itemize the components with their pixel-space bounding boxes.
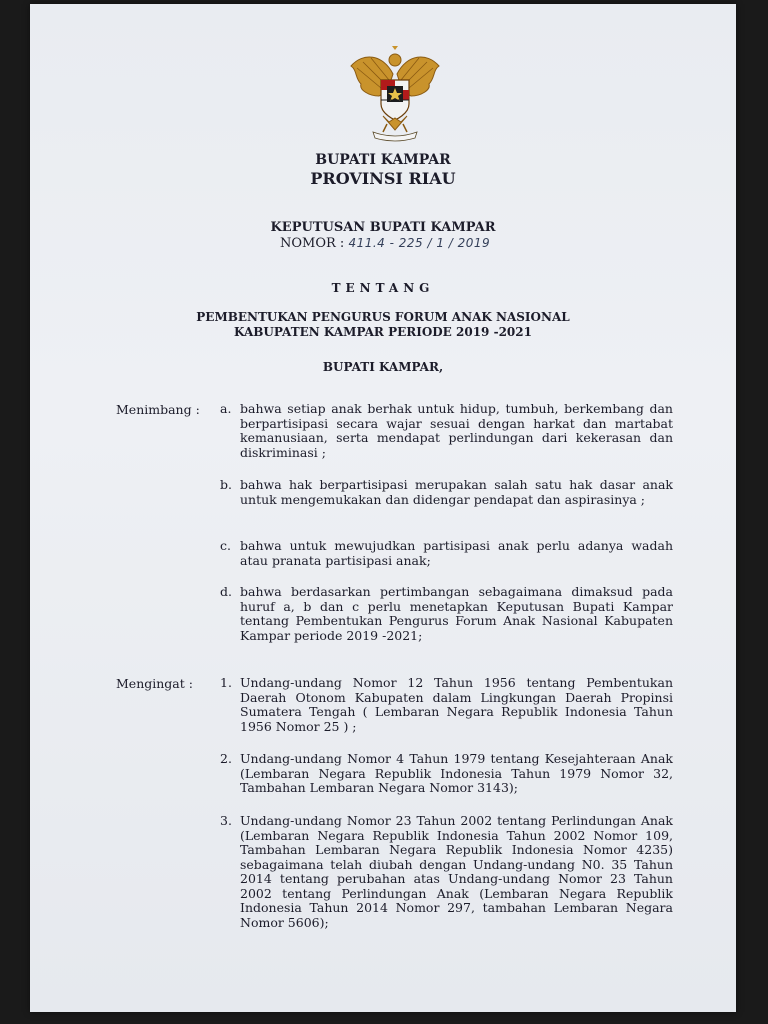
mengingat-label: Mengingat : bbox=[116, 676, 193, 691]
number-value: 411.4 - 225 / 1 / 2019 bbox=[348, 236, 491, 250]
garuda-emblem-icon bbox=[343, 44, 447, 144]
mengingat-item-1 bbox=[220, 676, 673, 734]
item-marker: b. bbox=[220, 477, 232, 492]
menimbang-item-d bbox=[220, 585, 673, 643]
item-text: bahwa berdasarkan pertimbangan sebagaimana dimaksud pada huruf a, b dan c perlu menetapkan Keputusan Bupati Kampar tentang Pembentukan Pengurus Forum Anak Nasional Kabupaten Kampar periode 2019 -2021; bbox=[240, 584, 673, 643]
item-text: Undang-undang Nomor 4 Tahun 1979 tentang Kesejahteraan Anak (Lembaran Negara Republik Indonesia Tahun 1979 Nomor 32, Tambahan Lembaran Negara Nomor 3143); bbox=[240, 751, 673, 795]
mengingat-item-3 bbox=[220, 814, 673, 930]
item-text: bahwa hak berpartisipasi merupakan salah satu hak dasar anak untuk mengemukakan dan didengar pendapat dan aspirasinya ; bbox=[240, 477, 673, 507]
item-text: Undang-undang Nomor 12 Tahun 1956 tentang Pembentukan Daerah Otonom Kabupaten dalam Lingkungan Daerah Propinsi Sumatera Tengah ( Lembaran Negara Republik Indonesia Tahun 1956 Nomor 25 ) ; bbox=[240, 675, 673, 734]
tentang-heading: TENTANG bbox=[331, 281, 435, 295]
item-marker: c. bbox=[220, 538, 231, 553]
menimbang-item-c bbox=[220, 539, 673, 568]
subject-line-2: KABUPATEN KAMPAR PERIODE 2019 -2021 bbox=[234, 325, 532, 339]
item-text: bahwa setiap anak berhak untuk hidup, tumbuh, berkembang dan berpartisipasi secara wajar sesuai dengan harkat dan martabat kemanusiaan, serta mendapat perlindungan dari kekerasan dan diskriminasi ; bbox=[240, 401, 673, 460]
menimbang-label: Menimbang : bbox=[116, 402, 200, 417]
menimbang-item-a bbox=[220, 402, 673, 460]
issuer-title: BUPATI KAMPAR, bbox=[322, 360, 444, 374]
province-title: PROVINSI RIAU bbox=[310, 169, 456, 188]
document-page bbox=[30, 4, 736, 1012]
subject-line-1: PEMBENTUKAN PENGURUS FORUM ANAK NASIONAL bbox=[196, 310, 570, 324]
item-marker: 2. bbox=[220, 751, 232, 766]
item-marker: d. bbox=[220, 584, 232, 599]
item-text: bahwa untuk mewujudkan partisipasi anak perlu adanya wadah atau pranata partisipasi anak; bbox=[240, 538, 673, 568]
office-title: BUPATI KAMPAR bbox=[315, 152, 451, 168]
mengingat-item-2 bbox=[220, 752, 673, 796]
number-label: NOMOR : bbox=[280, 236, 345, 251]
item-marker: a. bbox=[220, 401, 232, 416]
item-marker: 1. bbox=[220, 675, 232, 690]
item-text: Undang-undang Nomor 23 Tahun 2002 tentang Perlindungan Anak (Lembaran Negara Republik Indonesia Tahun 2002 Nomor 109, Tambahan Lembaran Negara Republik Indonesia Nomor 4235) sebagaimana telah diubah dengan Undang-undang N0. 35 Tahun 2014 tentang perubahan atas Undang-undang Nomor 23 Tahun 2002 tentang Perlindungan Anak (Lembaran Negara Republik Indonesia Tahun 2014 Nomor 297, tambahan Lembaran Negara Nomor 5606); bbox=[240, 813, 673, 930]
decree-number bbox=[280, 236, 490, 251]
decree-title: KEPUTUSAN BUPATI KAMPAR bbox=[270, 220, 496, 235]
item-marker: 3. bbox=[220, 813, 232, 828]
menimbang-item-b bbox=[220, 478, 673, 507]
